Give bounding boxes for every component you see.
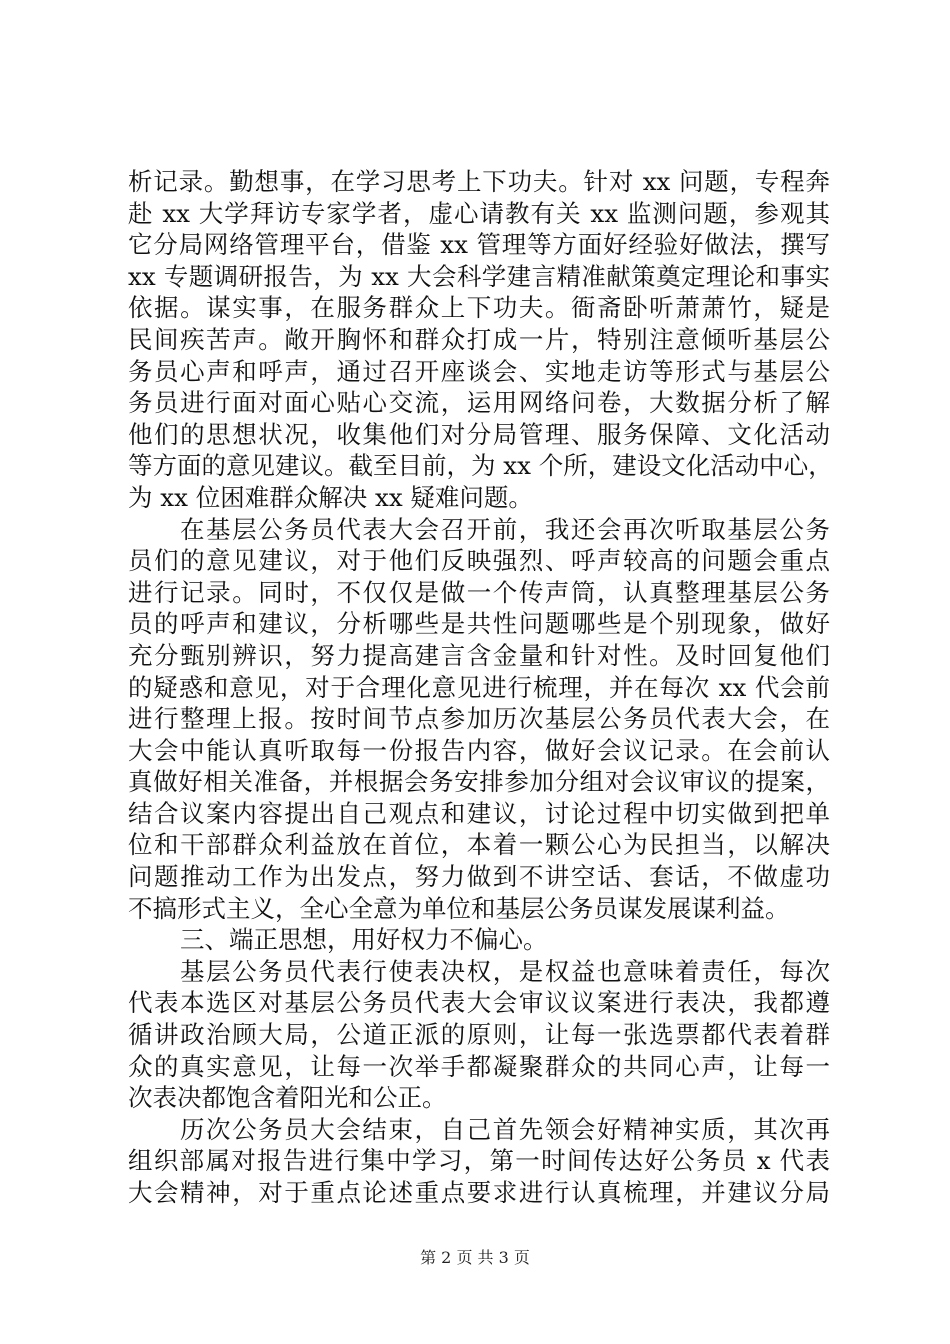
text-line: 三、端正思想，用好权力不偏心。	[180, 925, 548, 955]
text-line: 务员心声和呼声，通过召开座谈会、实地走访等形式与基层公	[128, 356, 830, 386]
text-line: 历次公务员大会结束，自己首先领会好精神实质，其次再	[180, 1114, 830, 1144]
text-line: 位和干部群众利益放在首位，本着一颗公心为民担当，以解决	[128, 830, 830, 860]
text-line: 他们的思想状况，收集他们对分局管理、服务保障、文化活动	[128, 419, 830, 449]
text-line: xx 专题调研报告，为 xx 大会科学建言精准献策奠定理论和事实	[128, 261, 830, 291]
text-line: 充分甄别辨识，努力提高建言含金量和针对性。及时回复他们	[128, 640, 830, 670]
text-line: 析记录。勤想事，在学习思考上下功夫。针对 xx 问题，专程奔	[128, 167, 830, 196]
text-line: 的疑惑和意见，对于合理化意见进行梳理，并在每次 xx 代会前	[128, 672, 830, 702]
text-line: 问题推动工作为出发点，努力做到不讲空话、套话，不做虚功	[128, 862, 830, 892]
text-line: 真做好相关准备，并根据会务安排参加分组对会议审议的提案，	[128, 767, 830, 797]
text-line: 代表本选区对基层公务员代表大会审议议案进行表决，我都遵	[128, 988, 830, 1018]
text-line: 众的真实意见，让每一次举手都凝聚群众的共同心声，让每一	[128, 1051, 830, 1081]
text-line: 进行整理上报。按时间节点参加历次基层公务员代表大会，在	[128, 704, 830, 734]
page-footer: 第 2 页 共 3 页	[420, 1248, 530, 1267]
text-line: 依据。谋实事，在服务群众上下功夫。衙斋卧听萧萧竹，疑是	[128, 293, 830, 323]
text-line: 为 xx 位困难群众解决 xx 疑难问题。	[128, 482, 533, 512]
text-line: 次表决都饱含着阳光和公正。	[128, 1083, 447, 1113]
text-line: 进行记录。同时，不仅仅是做一个传声筒，认真整理基层公务	[128, 577, 830, 607]
text-line: 结合议案内容提出自己观点和建议，讨论过程中切实做到把单	[128, 798, 830, 828]
text-line: 大会中能认真听取每一份报告内容，做好会议记录。在会前认	[128, 735, 830, 765]
text-line: 员的呼声和建议，分析哪些是共性问题哪些是个别现象，做好	[128, 609, 830, 639]
text-line: 组织部属对报告进行集中学习，第一时间传达好公务员 x 代表	[128, 1146, 830, 1176]
text-line: 它分局网络管理平台，借鉴 xx 管理等方面好经验好做法，撰写	[128, 230, 830, 260]
text-line: 等方面的意见建议。截至目前，为 xx 个所，建设文化活动中心，	[128, 451, 833, 481]
text-line: 不搞形式主义，全心全意为单位和基层公务员谋发展谋利益。	[128, 893, 790, 923]
text-line: 务员进行面对面心贴心交流，运用网络问卷，大数据分析了解	[128, 388, 830, 418]
text-line: 基层公务员代表行使表决权，是权益也意味着责任，每次	[180, 956, 830, 986]
text-line: 民间疾苦声。敞开胸怀和群众打成一片，特别注意倾听基层公	[128, 324, 830, 354]
text-line: 员们的意见建议，对于他们反映强烈、呼声较高的问题会重点	[128, 546, 830, 576]
document-body	[128, 166, 833, 1209]
text-line: 赴 xx 大学拜访专家学者，虚心请教有关 xx 监测问题，参观其	[128, 198, 830, 228]
text-line: 循讲政治顾大局，公道正派的原则，让每一张选票都代表着群	[128, 1020, 830, 1050]
text-line: 在基层公务员代表大会召开前，我还会再次听取基层公务	[180, 514, 830, 544]
text-line: 大会精神，对于重点论述重点要求进行认真梳理，并建议分局	[128, 1178, 830, 1207]
